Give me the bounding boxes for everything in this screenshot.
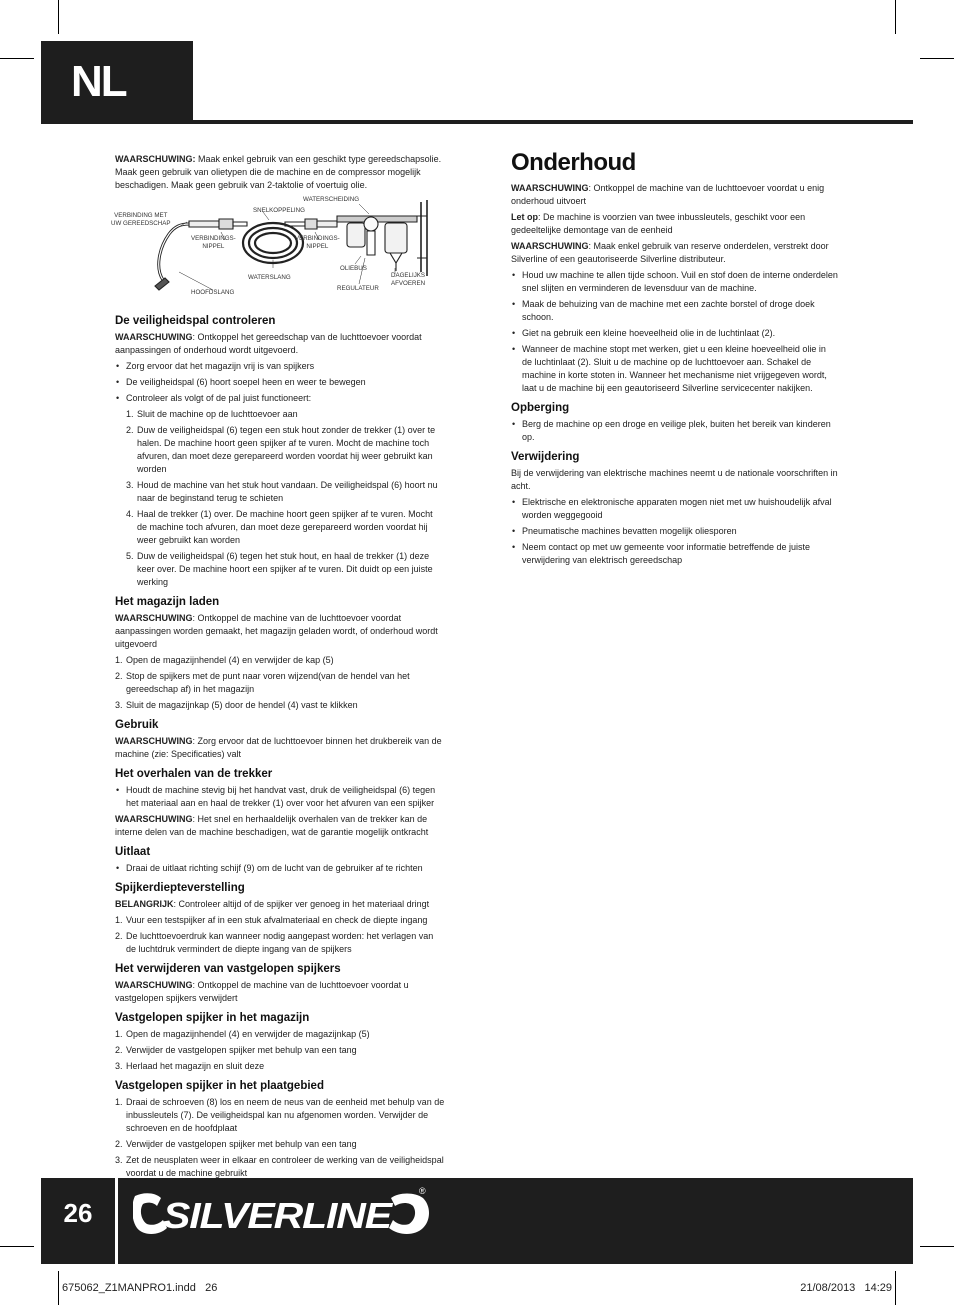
list-item: • Houd uw machine te allen tijde schoon. Vuil en stof doen de interne onderdelen snel slijten en verminderen de levensduur van de machine. xyxy=(511,269,838,295)
list-item: 2. Verwijder de vastgelopen spijker met behulp van een tang xyxy=(115,1139,357,1149)
language-code: NL xyxy=(71,57,126,106)
list-item: 3. Sluit de magazijnkap (5) door de hendel (4) vast te klikken xyxy=(115,700,358,710)
section-heading-loading: Het magazijn laden xyxy=(115,596,220,608)
diagram-label-dagelijks-afvoeren: DAGELIJKS AFVOEREN xyxy=(391,272,426,287)
diagram-label-waterscheiding: WATERSCHEIDING xyxy=(303,196,360,203)
warning: WAARSCHUWING: Ontkoppel het gereedschap van de luchttoevoer voordat aanpassingen of onderhoud wordt uitgevoerd. xyxy=(115,332,422,355)
section-heading-jammed: Het verwijderen van vastgelopen spijkers xyxy=(115,963,341,975)
list-item: • Berg de machine op een droge en veilige plek, buiten het bereik van kinderen op. xyxy=(511,418,838,444)
slug-filename: 675062_Z1MANPRO1.indd 26 xyxy=(62,1282,218,1294)
warning: WAARSCHUWING: Zorg ervoor dat de luchttoevoer binnen het drukbereik van de machine (zie: Specificaties) valt xyxy=(115,736,442,759)
section-heading-disposal: Verwijdering xyxy=(511,451,580,463)
diagram-label-verbindingsnippel: VERBINDINGS- NIPPEL xyxy=(191,235,236,250)
list-item: • Houdt de machine stevig bij het handvat vast, druk de veiligheidspal (6) tegen het materiaal aan en haal de trekker (1) over voor het afvuren van een spijker xyxy=(115,784,445,810)
numbered-list xyxy=(115,914,445,956)
list-item: 1. Vuur een testspijker af in een stuk afvalmateriaal en check de diepte ingang xyxy=(115,915,428,925)
list-item: 2. De luchttoevoerdruk kan wanneer nodig aangepast worden: het verlagen van de luchtdruk vermindert de diepte ingang van de spijkers xyxy=(115,931,434,954)
list-item: • Zorg ervoor dat het magazijn vrij is van spijkers xyxy=(115,360,445,373)
section-heading-safety: De veiligheidspal controleren xyxy=(115,315,276,327)
wrench-logo-icon xyxy=(133,1186,433,1244)
list-item: • Wanneer de machine stopt met werken, giet u een kleine hoeveelheid olie in de luchtinlaat (2). Sluit u de machine op de luchttoevoer aan. Schakel de machine in korte stoten in. Wanneer het mechanisme niet vrijgegeven wordt, laat u de machine bij een geautoriseerd Silverline servicecenter nakijken. xyxy=(511,343,838,395)
list-item: 2. Stop de spijkers met de punt naar voren wijzend(van de hendel van het gereedschap af) in het magazijn xyxy=(115,671,410,694)
numbered-list xyxy=(115,654,445,712)
left-column xyxy=(111,153,445,1183)
registered-mark: ® xyxy=(419,1186,426,1196)
warning: WAARSCHUWING: Het snel en herhaaldelijk overhalen van de trekker kan de interne delen van de machine beschadigen, wat de garantie mogelijk ontkracht xyxy=(115,814,429,837)
page-title: Onderhoud xyxy=(511,149,636,176)
list-item: 1. Open de magazijnhendel (4) en verwijder de kap (5) xyxy=(115,655,334,665)
disposal-intro: Bij de verwijdering van elektrische machines neemt u de nationale voorschriften in acht. xyxy=(511,468,838,491)
list-item: 3. Zet de neusplaten weer in elkaar en controleer de werking van de veiligheidspal voordat u de machine gebruikt xyxy=(115,1155,444,1178)
crop-mark xyxy=(58,0,59,34)
section-heading-trigger: Het overhalen van de trekker xyxy=(115,768,273,780)
list-item: 4. Haal de trekker (1) over. De machine hoort geen spijker af te vuren. Mocht de machine toch afvuren, dan moet deze gerepareerd worden voordat hij weer gebruikt kan worden xyxy=(126,509,433,545)
bullet-list xyxy=(115,360,445,405)
diagram-label-oliebus: OLIEBUS xyxy=(340,265,367,272)
important-note: BELANGRIJK: Controleer altijd of de spijker ver genoeg in het materiaal dringt xyxy=(115,899,430,909)
diagram-label-waterslang: WATERSLANG xyxy=(248,274,291,281)
section-heading-depth: Spijkerdiepteverstelling xyxy=(115,882,245,894)
bullet-list xyxy=(115,862,445,875)
brand-wordmark: SILVERLINE xyxy=(163,1195,394,1236)
list-item: • Neem contact op met uw gemeente voor informatie betreffende de juiste verwijdering van elektrisch gereedschap xyxy=(511,541,838,567)
list-item: 1. Sluit de machine op de luchttoevoer aan xyxy=(126,409,298,419)
header-rule xyxy=(41,120,913,124)
list-item: • Maak de behuizing van de machine met een zachte borstel of droge doek schoon. xyxy=(511,298,838,324)
numbered-list xyxy=(126,408,445,589)
section-heading-jammed-plate: Vastgelopen spijker in het plaatgebied xyxy=(115,1080,324,1092)
page-number: 26 xyxy=(63,1198,93,1228)
numbered-list xyxy=(115,1096,445,1180)
list-item: 1. Open de magazijnhendel (4) en verwijder de magazijnkap (5) xyxy=(115,1029,370,1039)
crop-mark xyxy=(895,1271,896,1305)
air-supply-diagram xyxy=(111,196,445,308)
list-item: • Draai de uitlaat richting schijf (9) om de lucht van de gebruiker af te richten xyxy=(115,862,445,875)
bullet-list xyxy=(115,784,445,810)
list-item: • Controleer als volgt of de pal juist functioneert: xyxy=(115,392,445,405)
intro-warning: WAARSCHUWING: Maak enkel gebruik van een geschikt type gereedschapsolie. Maak geen gebruik van olietypen die de machine en de compressor mogelijk beschadigen. Maak geen gebruik van 2-taktolie of voertuig olie. xyxy=(115,154,442,190)
crop-mark xyxy=(0,58,34,59)
section-heading-exhaust: Uitlaat xyxy=(115,846,151,858)
bullet-list xyxy=(511,418,838,444)
warning: WAARSCHUWING: Ontkoppel de machine van de luchttoevoer voordat u vastgelopen spijkers verwijdert xyxy=(115,980,409,1003)
bullet-list xyxy=(511,496,838,567)
list-item: 2. Verwijder de vastgelopen spijker met behulp van een tang xyxy=(115,1045,357,1055)
list-item: 3. Herlaad het magazijn en sluit deze xyxy=(115,1061,265,1071)
diagram-label-verbindingsnippel: VERBINDINGS- NIPPEL xyxy=(295,235,340,250)
crop-mark xyxy=(58,1271,59,1305)
diagram-label-hoofdslang: HOOFDSLANG xyxy=(191,289,235,296)
list-item: • Pneumatische machines bevatten mogelijk oliesporen xyxy=(511,525,838,538)
list-item: • Elektrische en elektronische apparaten mogen niet met uw huishoudelijk afval worden weggegooid xyxy=(511,496,838,522)
silverline-logo xyxy=(133,1186,433,1244)
numbered-list xyxy=(115,1028,445,1073)
crop-mark xyxy=(920,1246,954,1247)
list-item: 2. Duw de veiligheidspal (6) tegen een stuk hout zonder de trekker (1) over te halen. De machine hoort geen spijker af te vuren. Mocht de machine toch afvuren, dan moet deze gerepareerd worden voordat hij weer gebruikt kan worden xyxy=(126,425,436,474)
diagram-label-regulateur: REGULATEUR xyxy=(337,285,379,292)
warning: WAARSCHUWING: Maak enkel gebruik van reserve onderdelen, verstrekt door Silverline of een geautoriseerde Silverline distributeur. xyxy=(511,241,829,264)
list-item: 3. Houd de machine van het stuk hout vandaan. De veiligheidspal (6) hoort nu naar de beginstand terug te schieten xyxy=(126,480,438,503)
crop-mark xyxy=(895,0,896,34)
right-column xyxy=(511,149,838,570)
note: Let op: De machine is voorzien van twee inbussleutels, geschikt voor een gedeeltelijke demontage van de eenheid xyxy=(511,212,806,235)
warning: WAARSCHUWING: Ontkoppel de machine van de luchttoevoer voordat u enig onderhoud uitvoert xyxy=(511,183,825,206)
bullet-list xyxy=(511,269,838,395)
list-item: • Giet na gebruik een kleine hoeveelheid olie in de luchtinlaat (2). xyxy=(511,327,838,340)
section-heading-jammed-magazine: Vastgelopen spijker in het magazijn xyxy=(115,1012,310,1024)
list-item: • De veiligheidspal (6) hoort soepel heen en weer te bewegen xyxy=(115,376,445,389)
crop-mark xyxy=(0,1246,34,1247)
list-item: 5. Duw de veiligheidspal (6) tegen het stuk hout, en haal de trekker (1) deze keer over. De machine hoort een spijker af te vuren. Dit duidt op een juiste werking xyxy=(126,551,433,587)
diagram-label-verbinding: VERBINDING MET UW GEREEDSCHAP xyxy=(111,212,171,227)
diagram-label-snelkoppeling: SNELKOPPELING xyxy=(253,207,305,214)
crop-mark xyxy=(920,58,954,59)
slug-datetime: 21/08/2013 14:29 xyxy=(800,1282,892,1294)
list-item: 1. Draai de schroeven (8) los en neem de neus van de eenheid met behulp van de inbussleutels (7). De veiligheidspal kan nu afgenomen worden. Verwijder de schroeven en de hoofdplaat xyxy=(115,1097,445,1133)
warning: WAARSCHUWING: Ontkoppel de machine van de luchttoevoer voordat aanpassingen worden gemaakt, het magazijn geladen wordt, of onderhoud wordt uitgevoerd xyxy=(115,613,438,649)
footer-divider xyxy=(115,1178,118,1264)
section-heading-storage: Opberging xyxy=(511,402,570,414)
section-heading-use: Gebruik xyxy=(115,719,159,731)
